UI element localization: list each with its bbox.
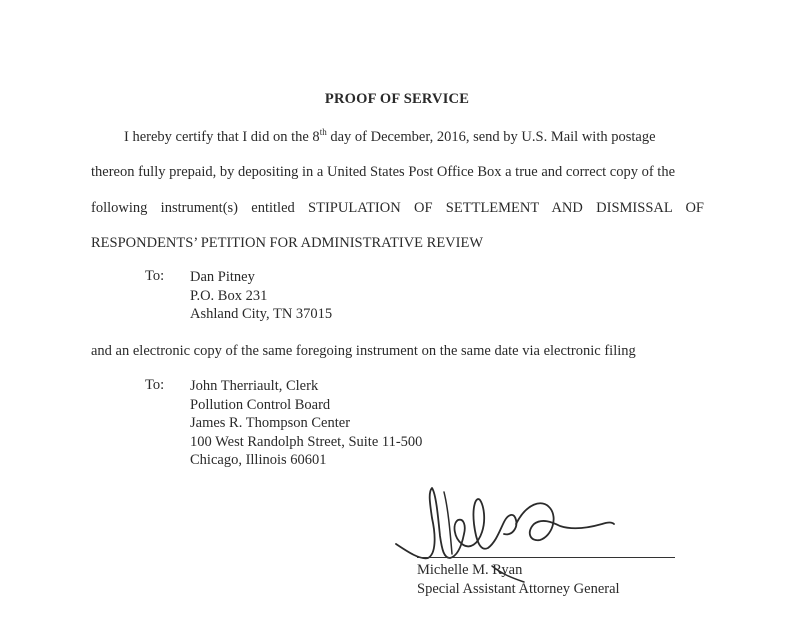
signer-name: Michelle M. Ryan xyxy=(417,562,523,578)
recipient1-address xyxy=(190,268,332,324)
certification-line-3: following instrument(s) entitled STIPULATION OF SETTLEMENT AND DISMISSAL OF xyxy=(91,200,704,216)
certification-text-b: day of December, 2016, send by U.S. Mail with postage xyxy=(326,129,656,145)
signer-block xyxy=(417,561,620,599)
certification-line-4: RESPONDENTS’ PETITION FOR ADMINISTRATIVE REVIEW xyxy=(91,235,484,251)
recipient2-line-5: Chicago, Illinois 60601 xyxy=(190,452,327,469)
electronic-copy-line: and an electronic copy of the same foregoing instrument on the same date via electronic filing xyxy=(91,343,636,359)
recipient2-label: To: xyxy=(145,377,165,393)
recipient2-line-4: 100 West Randolph Street, Suite 11-500 xyxy=(190,433,423,450)
recipient1-label: To: xyxy=(145,268,165,284)
recipient1-street: P.O. Box 231 xyxy=(190,287,268,304)
recipient2-address xyxy=(190,377,422,470)
certification-text-a: I hereby certify that I did on the 8 xyxy=(124,129,320,145)
signer-title: Special Assistant Attorney General xyxy=(417,581,620,597)
recipient2-line-3: James R. Thompson Center xyxy=(190,415,351,432)
recipient2-line-1: John Therriault, Clerk xyxy=(190,378,319,394)
signature-line xyxy=(417,557,675,558)
recipient1-city: Ashland City, TN 37015 xyxy=(190,306,333,323)
document-title: PROOF OF SERVICE xyxy=(324,91,470,107)
recipient2-line-2: Pollution Control Board xyxy=(190,396,331,413)
ordinal-suffix: th xyxy=(319,127,327,137)
certification-line-1 xyxy=(124,128,656,146)
certification-line-2: thereon fully prepaid, by depositing in a United States Post Office Box a true and correct copy of the xyxy=(91,164,676,180)
recipient1-name: Dan Pitney xyxy=(190,269,255,285)
